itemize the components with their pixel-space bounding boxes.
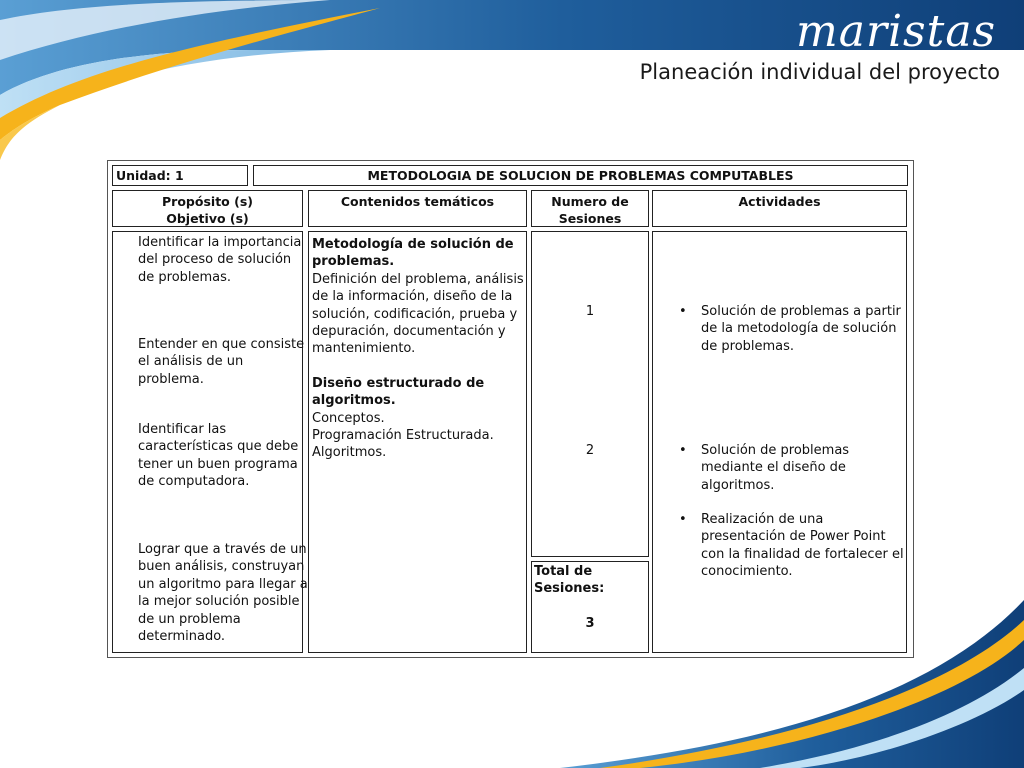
contenido-block2-title: Diseño estructurado de algoritmos.: [312, 375, 485, 409]
header-proposito-line1: Propósito (s): [162, 194, 253, 209]
contenidos-cell: [308, 231, 527, 653]
objetivo-item: Identificar las características que debe tener un buen programa de computadora.: [138, 422, 299, 490]
contenido-block1-title: Metodología de solución de problemas.: [312, 237, 514, 270]
header-contenidos: Contenidos temáticos: [308, 190, 527, 227]
actividad-item: [679, 303, 911, 355]
objetivos-cell: [112, 231, 308, 653]
unit-title: METODOLOGIA DE SOLUCION DE PROBLEMAS COMPUTABLES: [253, 165, 908, 186]
actividad-text: Realización de una presentación de Power Point con la finalidad de fortalecer el conocimiento.: [701, 512, 904, 580]
objetivo-item: Lograr que a través de un buen análisis, construyan un algoritmo para llegar a la mejor solución posible de un problema determinado.: [138, 542, 308, 645]
actividad-text: Solución de problemas a partir de la metodología de solución de problemas.: [701, 304, 901, 354]
bullet-icon: •: [679, 512, 687, 527]
contenido-line: Conceptos.: [312, 410, 385, 426]
objetivo-item: Identificar la importancia del proceso de solución de problemas.: [138, 235, 302, 285]
contenido-line: Programación Estructurada.: [312, 428, 494, 444]
actividad-item: [679, 442, 911, 494]
bullet-icon: •: [679, 304, 687, 319]
unidad-label: Unidad: 1: [112, 165, 248, 186]
contenido-block1-body: Definición del problema, análisis de la información, diseño de la solución, codificación, prueba y depuración, documentación y mantenimiento.: [312, 271, 524, 357]
total-sesiones-cell: [531, 561, 649, 653]
sesiones-cell: [531, 231, 649, 557]
actividad-text: Solución de problemas mediante el diseño de algoritmos.: [701, 443, 850, 493]
header-proposito-line2: Objetivo (s): [166, 211, 249, 226]
header-numero-line2: Sesiones: [558, 211, 622, 226]
contenido-line: Algoritmos.: [312, 445, 387, 461]
page-title: Planeación individual del proyecto: [639, 60, 1000, 84]
actividad-item: [679, 511, 911, 581]
sesion-value: 1: [585, 304, 595, 319]
bullet-icon: •: [679, 443, 687, 458]
total-sesiones-label: Total de Sesiones:: [534, 564, 605, 597]
header-proposito: [112, 190, 303, 227]
header-actividades: Actividades: [652, 190, 907, 227]
objetivo-item: Entender en que consiste el análisis de un problema.: [138, 337, 305, 387]
sesion-value: 2: [585, 443, 595, 458]
header-numero-line1: Numero de: [551, 194, 629, 209]
total-sesiones-value: 3: [585, 616, 595, 631]
maristas-logo: maristas: [796, 6, 997, 57]
actividades-cell: [652, 231, 907, 653]
header-numero-sesiones: [531, 190, 649, 227]
